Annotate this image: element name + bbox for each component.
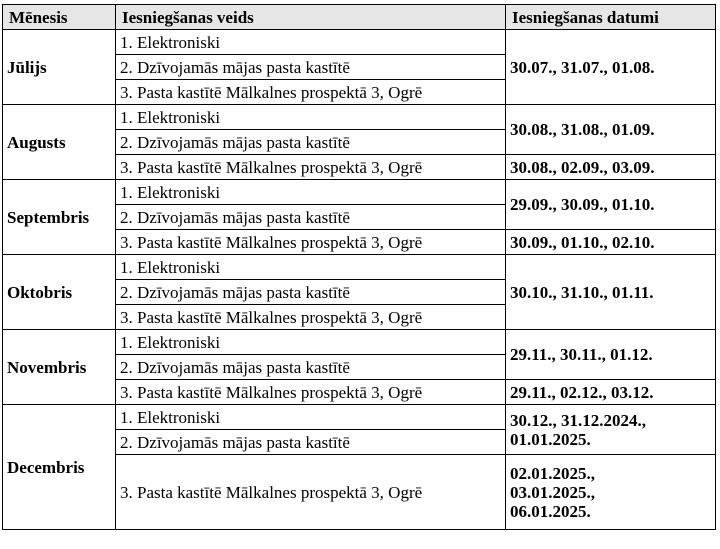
method-ogre-mailbox: 3. Pasta kastītē Mālkalnes prospektā 3, Ogrē [116,455,506,530]
month-cell-december: Decembris [3,405,116,530]
month-cell-october: Oktobris [3,255,116,330]
dates-line: 02.01.2025., [510,463,595,483]
method-home-mailbox: 2. Dzīvojamās mājas pasta kastītē [116,430,506,455]
dates-line: 03.01.2025., [510,482,595,502]
dates-cell-september-1-2: 29.09., 30.09., 01.10. [506,180,716,230]
dates-cell-october: 30.10., 31.10., 01.11. [506,255,716,330]
table-row [3,255,716,280]
method-home-mailbox: 2. Dzīvojamās mājas pasta kastītē [116,355,506,380]
month-cell-september: Septembris [3,180,116,255]
header-month: Mēnesis [3,5,116,30]
method-electronic: 1. Elektroniski [116,30,506,55]
submission-schedule-table [2,4,716,530]
method-ogre-mailbox: 3. Pasta kastītē Mālkalnes prospektā 3, Ogrē [116,80,506,105]
method-home-mailbox: 2. Dzīvojamās mājas pasta kastītē [116,130,506,155]
method-ogre-mailbox: 3. Pasta kastītē Mālkalnes prospektā 3, Ogrē [116,305,506,330]
method-electronic: 1. Elektroniski [116,105,506,130]
table-row [3,405,716,430]
dates-line: 30.12., 31.12.2024., [510,410,646,430]
method-home-mailbox: 2. Dzīvojamās mājas pasta kastītē [116,205,506,230]
method-ogre-mailbox: 3. Pasta kastītē Mālkalnes prospektā 3, Ogrē [116,380,506,405]
method-electronic: 1. Elektroniski [116,405,506,430]
method-home-mailbox: 2. Dzīvojamās mājas pasta kastītē [116,55,506,80]
dates-cell-august-1-2: 30.08., 31.08., 01.09. [506,105,716,155]
dates-cell-december-1-2 [506,405,716,455]
header-method: Iesniegšanas veids [116,5,506,30]
month-cell-august: Augusts [3,105,116,180]
table-row [3,105,716,130]
dates-cell-july: 30.07., 31.07., 01.08. [506,30,716,105]
method-ogre-mailbox: 3. Pasta kastītē Mālkalnes prospektā 3, Ogrē [116,230,506,255]
header-row [3,5,716,30]
dates-cell-september-3: 30.09., 01.10., 02.10. [506,230,716,255]
dates-cell-august-3: 30.08., 02.09., 03.09. [506,155,716,180]
dates-line: 01.01.2025. [510,429,591,449]
dates-line: 06.01.2025. [510,501,591,521]
method-electronic: 1. Elektroniski [116,330,506,355]
method-home-mailbox: 2. Dzīvojamās mājas pasta kastītē [116,280,506,305]
header-dates: Iesniegšanas datumi [506,5,716,30]
table-row [3,30,716,55]
dates-cell-november-3: 29.11., 02.12., 03.12. [506,380,716,405]
method-electronic: 1. Elektroniski [116,255,506,280]
table-row [3,330,716,355]
method-ogre-mailbox: 3. Pasta kastītē Mālkalnes prospektā 3, Ogrē [116,155,506,180]
dates-cell-december-3 [506,455,716,530]
month-cell-july: Jūlijs [3,30,116,105]
dates-cell-november-1-2: 29.11., 30.11., 01.12. [506,330,716,380]
method-electronic: 1. Elektroniski [116,180,506,205]
table-row [3,180,716,205]
month-cell-november: Novembris [3,330,116,405]
